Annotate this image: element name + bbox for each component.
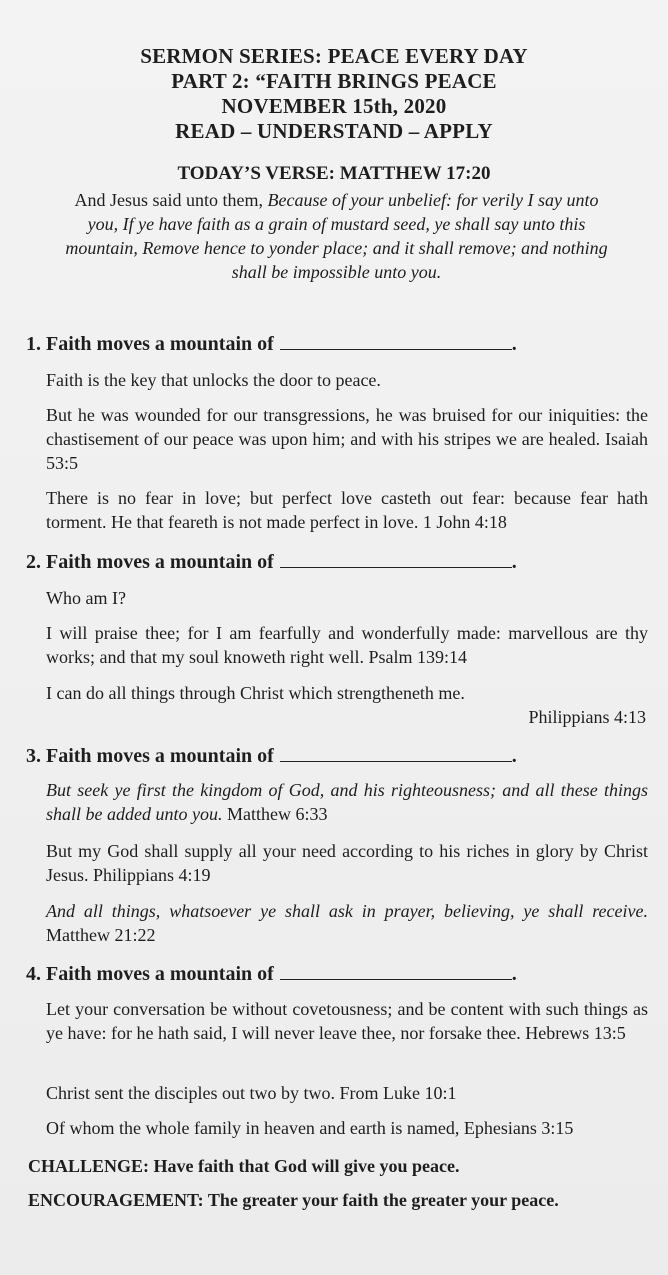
point-3-heading: 3. Faith moves a mountain of .: [26, 745, 517, 767]
point-1-para-1: Faith is the key that unlocks the door to peace.: [46, 370, 381, 390]
point-4-para-2: Christ sent the disciples out two by two. From Luke 10:1: [46, 1083, 457, 1103]
todays-verse-title: TODAY’S VERSE: MATTHEW 17:20: [177, 163, 491, 184]
point-4-heading-text: 4. Faith moves a mountain of: [26, 963, 274, 985]
point-4-heading: 4. Faith moves a mountain of .: [26, 963, 517, 985]
point-1-heading: 1. Faith moves a mountain of .: [26, 333, 517, 355]
point-1-para-3: There is no fear in love; but perfect love casteth out fear: because fear hath torment. He that feareth is not made perfect in love. 1 John 4:18: [46, 488, 648, 532]
point-1-heading-text: 1. Faith moves a mountain of: [26, 333, 274, 355]
point-4-fill-blank: [280, 961, 512, 980]
encouragement-line: ENCOURAGEMENT: The greater your faith the greater your peace.: [28, 1190, 559, 1210]
point-4-para-1: Let your conversation be without covetousness; and be content with such things as ye have: for he hath said, I will never leave thee, nor forsake thee. Hebrews 13:5: [46, 999, 648, 1043]
point-3-para-1-quote: But seek ye first the kingdom of God, and his righteousness; and all these things shall be added unto you.: [46, 780, 648, 824]
point-1-fill-blank: [280, 331, 512, 350]
point-3-para-3-ref: Matthew 21:22: [46, 925, 156, 945]
read-understand-apply: READ – UNDERSTAND – APPLY: [175, 119, 493, 143]
series-title: SERMON SERIES: PEACE EVERY DAY: [140, 44, 528, 68]
point-4-para-3: Of whom the whole family in heaven and earth is named, Ephesians 3:15: [46, 1118, 574, 1138]
point-3-para-3-quote: And all things, whatsoever ye shall ask in prayer, believing, ye shall receive.: [46, 901, 648, 921]
part-title: PART 2: “FAITH BRINGS PEACE: [171, 69, 497, 93]
point-2-para-1: Who am I?: [46, 588, 126, 608]
point-2-reference: Philippians 4:13: [528, 707, 646, 727]
point-2-heading-text: 2. Faith moves a mountain of: [26, 551, 274, 573]
point-2-fill-blank: [280, 549, 512, 568]
verse-lead: And Jesus said unto them,: [74, 190, 268, 210]
point-2-heading: 2. Faith moves a mountain of .: [26, 551, 517, 573]
sermon-header: [0, 44, 668, 144]
point-1-para-2: But he was wounded for our transgressions, he was bruised for our iniquities: the chastisement of our peace was upon him; and with his stripes we are healed. Isaiah 53:5: [46, 405, 648, 473]
point-3-para-1: [46, 778, 648, 826]
point-3-fill-blank: [280, 743, 512, 762]
point-3-para-3: [46, 899, 648, 947]
todays-verse-text: [64, 188, 609, 284]
point-2-para-3: I can do all things through Christ which strengtheneth me.: [46, 683, 465, 703]
sermon-date: NOVEMBER 15th, 2020: [221, 94, 447, 118]
verse-body: Because of your unbelief: for verily I say unto you, If ye have faith as a grain of mustard seed, ye shall say unto this mountain, Remove hence to yonder place; and it shall remove; and nothing shall be impossible unto you.: [65, 190, 608, 282]
point-2-para-2: I will praise thee; for I am fearfully and wonderfully made: marvellous are thy works; and that my soul knoweth right well. Psalm 139:14: [46, 623, 648, 667]
point-3-para-1-ref: Matthew 6:33: [222, 804, 328, 824]
point-3-para-2: But my God shall supply all your need according to his riches in glory by Christ Jesus. Philippians 4:19: [46, 841, 648, 885]
point-3-heading-text: 3. Faith moves a mountain of: [26, 745, 274, 767]
challenge-line: CHALLENGE: Have faith that God will give you peace.: [28, 1156, 460, 1176]
